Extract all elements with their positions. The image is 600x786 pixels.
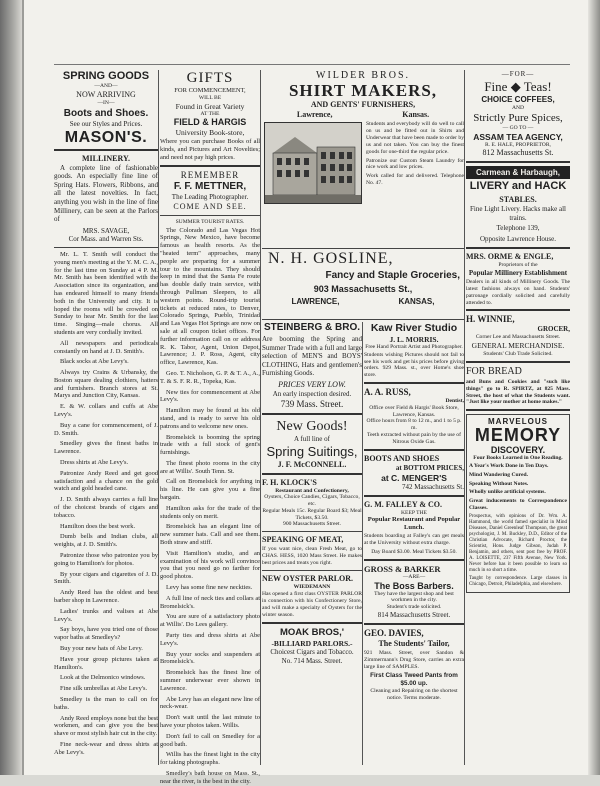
wilder-bros-ad	[262, 70, 464, 246]
local-notice: Andy Reed employs none but the best workmen, and can give you the best shave or most stylish hair cut in the city.	[54, 714, 158, 738]
falley-body: Students boarding at Falley's can get meals at the University without extra charge.	[364, 533, 464, 547]
mettner-remember: REMEMBER	[180, 169, 240, 180]
meat-body: If you want nice, clean Fresh Meat, go to CHAS. HESS, 1020 Mass Street. He makes best prices and treats you right.	[262, 546, 362, 566]
divider	[364, 623, 464, 625]
moak-address: No. 714 Mass. Street.	[281, 656, 343, 665]
local-notice: New ties for commencement at Abe Levy's.	[160, 388, 260, 404]
moak-title: MOAK BROS,'	[279, 626, 344, 638]
local-notice: J. D. Smith always carries a full line of the choicest brands of cigars and tobacco.	[54, 496, 158, 519]
spine-edge	[22, 0, 24, 775]
davies-tailor-ad	[364, 628, 464, 702]
local-notice: Patronize Andy Reed and get good satisfaction and a chance on the gold watch and gold headed cane.	[54, 469, 158, 493]
livery-title: LIVERY and HACK	[469, 180, 567, 193]
local-notice: Fine silk umbrellas at Abe Levy's.	[60, 685, 148, 693]
steinberg-ad	[262, 322, 362, 410]
local-notice: Buy your new hats of Abe Levy.	[60, 645, 143, 652]
boots-at: at BOTTOM PRICES,	[395, 463, 464, 472]
winnie-grocer-ad	[466, 314, 570, 358]
memory-line: Wholly unlike artificial systems.	[469, 489, 546, 496]
local-notice: Buy your socks and suspenders at Bromelsick's.	[160, 650, 260, 666]
orme-body: Dealers in all kinds of Millinery Goods. The latest fashions always on hand. Students' patronage cordially solicited and carefully attended to.	[466, 279, 570, 306]
gross-title: GROSS & BARKER	[364, 563, 441, 574]
tea-store: ASSAM TEA AGENCY,	[473, 131, 563, 142]
wilder-state: Kansas.	[402, 110, 430, 119]
divider	[262, 570, 362, 571]
menger-ad	[364, 454, 464, 492]
mettner-ad	[160, 170, 260, 212]
local-notice: The finest photo rooms in the city are at Willis'. South Tenn. St.	[160, 459, 260, 475]
divider	[364, 382, 464, 384]
mettner-name: F. F. METTNER,	[173, 180, 247, 192]
column-1	[54, 70, 158, 767]
building-icon	[265, 123, 361, 203]
local-notice: Ladies' trunks and valises at Abe Levy's.	[54, 607, 158, 623]
wilder-title: SHIRT MAKERS,	[288, 81, 438, 100]
wilder-body-1: Students and everybody will do well to call on us and be fitted out in Shirts and Underwear that have been made to order by us and not taken. You can buy the finest goods for one-third the regular price.	[366, 121, 465, 155]
gross-address: 814 Massachusetts Street.	[377, 610, 451, 619]
winnie-general-sub: Students' Club Trade Solicited.	[483, 351, 553, 358]
gosline-ad	[262, 248, 464, 320]
column-3	[262, 322, 362, 767]
spring-now-arriving: NOW ARRIVING	[76, 89, 136, 99]
column-2	[160, 70, 260, 785]
local-notice: Bromelsick has the finest line of summer underwear ever shown in Lawrence.	[160, 669, 260, 692]
summer-rates-title: SUMMER TOURIST RATES.	[175, 218, 245, 225]
divider	[364, 495, 464, 497]
orme-engle-ad	[466, 252, 570, 306]
tea-spices: Strictly Pure Spices,	[473, 111, 563, 124]
gifts-will: WILL BE	[198, 94, 222, 101]
memory-body: Prospectus, with opinions of Dr. Wm. A. Hammond, the world famed specialist in Mind Diseases, Daniel Greenleaf Thompson, the great psychologist, J. M. Buckley, D.D., Editor of the Christian Advocate, Richard Proctor, the Scientist, Hons. Judge Gibson, Judah P. Benjamin, and others, sent post free by PROF. A. LOISETTE, 237 Fifth Avenue, New York. Never before has it been possible to learn so much in so short a time.	[469, 513, 567, 573]
livery-ad	[466, 166, 570, 244]
divider	[466, 161, 570, 163]
spring-goods-title: SPRING GOODS	[62, 70, 150, 82]
page-right-edge	[588, 0, 600, 775]
column-5	[466, 70, 570, 767]
bread-body: and Buns and Cookies and "such like things" go to R. SPIRTZ, at 825 Mass. Street, the host of what the Students want. "Just like your mother at home makes."	[466, 378, 570, 406]
memory-discovery-ad	[466, 414, 570, 593]
orme-proprietors: Proprietors of the	[498, 262, 538, 269]
memory-line: Speaking Without Notes.	[469, 480, 529, 487]
memory-line: A Year's Work Done in Ten Days.	[469, 462, 549, 469]
local-notice: Geo. T. Nicholson, G. P. & T. A., A., T. & S. F. R. R., Topeka, Kas.	[160, 369, 260, 385]
orme-sub: Popular Millinery Establishment	[468, 269, 568, 278]
column-4	[364, 322, 464, 767]
divider	[160, 165, 260, 167]
local-notice: Hamilton may be found at his old stand, and is ready to serve his old patrons and to welcome new ones.	[160, 407, 260, 430]
divider	[466, 247, 570, 249]
gifts-store: FIELD & HARGIS	[173, 117, 247, 128]
gifts-ad	[160, 70, 260, 162]
gross-body: They have the largest shop and best workmen in the city.	[374, 590, 454, 604]
header-rule	[54, 64, 570, 65]
spring-in: —IN—	[97, 99, 115, 106]
gosline-title: Fancy and Staple Groceries,	[325, 270, 460, 281]
winnie-sub: GROCER,	[537, 325, 570, 334]
column-rule	[158, 70, 159, 765]
divider	[54, 149, 158, 151]
divider	[466, 409, 570, 411]
gifts-found: Found in Great Variety	[175, 101, 245, 111]
assam-tea-ad	[466, 70, 570, 158]
local-notice: Always try Crains & Urbansky, the Boston square dealing clothiers, hatters and furnishers. Branch stores at St. Marys and Junction City, Kansas.	[54, 369, 158, 400]
gifts-for: FOR COMMENCEMENT,	[174, 87, 246, 94]
kaw-studio-ad	[364, 322, 464, 379]
memory-line: Mind Wandering Cured.	[469, 471, 529, 478]
local-notice: A full line of neck ties and collars at Bromelsick's.	[160, 594, 260, 610]
oyster-name: WIEDEMANN	[293, 583, 331, 590]
local-notice: Have your group pictures taken at Hamilton's.	[54, 655, 158, 671]
local-notice: Bromelsick has an elegant line of new summer hats. Call and see them. Both straw and stiff.	[160, 523, 260, 547]
gosline-state: KANSAS,	[398, 297, 435, 306]
kaw-body: Students wishing Pictures should not fail to see his work and get his prices before giving orders. 929 Mass. st., over Home's shoe store.	[364, 351, 464, 379]
livery-stables: STABLES.	[499, 195, 537, 205]
mettner-sub: The Leading Photographer.	[171, 192, 249, 201]
wilder-name: WILDER BROS.	[316, 70, 410, 81]
oyster-title: NEW OYSTER PARLOR.	[262, 573, 354, 583]
spring-and: —AND—	[94, 83, 118, 89]
local-notice: Bromelsick is booming the spring trade with a full stock of gent's furnishings.	[160, 433, 260, 457]
mcconnell-ad	[262, 418, 362, 470]
mettner-come-see: COME AND SEE.	[173, 201, 247, 211]
memory-line: Great inducements to Correspondence Classes.	[469, 498, 567, 511]
meat-title: SPEAKING OF MEAT,	[262, 535, 344, 545]
spring-goods-ad	[54, 70, 158, 146]
local-notice: Willis has the finest light in the city for taking photographs.	[160, 751, 260, 767]
steinberg-body: Are booming the Spring and Summer Trade with a full and large selection of MEN'S and BOYS' CLOTHING, Hats and gentlemen's Furnishing Goods.	[262, 335, 362, 377]
local-notice: Dumb bells and Indian clubs, all weights, at J. D. Smith's.	[54, 533, 158, 549]
bread-title: FOR BREAD	[466, 365, 522, 377]
local-notice: Levy has some fine new neckties.	[166, 584, 253, 592]
carmean-title: Carmean & Harbaugh,	[466, 166, 570, 179]
boots-address: 742 Massachusetts St.	[401, 482, 464, 491]
tea-for: —FOR—	[501, 70, 535, 78]
local-notice: Don't wait until the last minute to have your photos taken. Willis.	[160, 714, 260, 729]
falley-keep: KEEP THE	[401, 509, 427, 516]
new-goods-sub: A full line of	[294, 434, 330, 443]
summer-rates-notices	[160, 227, 260, 786]
memory-footer: Taught by correspondence. Large classes in Chicago, Detroit, Philadelphia, and elsewhere.	[469, 575, 567, 587]
divider	[262, 413, 362, 415]
local-notice: Smedley's bath house on Mass. St., near the river, is the best in the city.	[160, 769, 260, 785]
divider	[262, 622, 362, 624]
kaw-title: Kaw River Studio	[370, 322, 458, 334]
kaw-name: J. L. MORRIS.	[389, 335, 439, 344]
spirtz-bread-ad	[466, 366, 570, 406]
livery-body: Fine Light Livery. Hacks make all trains.	[470, 205, 566, 223]
tea-and: AND	[511, 105, 525, 111]
winnie-address: Corner Lee and Massachusetts Street.	[475, 334, 561, 341]
boots-title: BOOTS AND SHOES	[364, 453, 440, 463]
local-notice: Party ties and dress shirts at Abe Levy's.	[160, 632, 260, 647]
russ-hours: Office hours from 8 to 12 m., and 1 to 5 p. m.	[366, 418, 462, 432]
gosline-address: 903 Massachusetts St.,	[313, 284, 413, 294]
local-notice: Call on Bromelsick for anything in his line. He can give you a fine bargain.	[160, 478, 260, 502]
moak-sub: -BILLIARD PARLORS.-	[271, 638, 353, 648]
divider	[160, 215, 260, 216]
orme-title: MRS. ORME & ENGLE,	[466, 252, 554, 262]
divider	[364, 449, 464, 451]
local-notice: Fine neck-wear and dress shirts at Abe Levy's.	[54, 740, 158, 756]
russ-title: A. A. RUSS,	[364, 386, 411, 397]
falley-prices: Day Board $3.00. Meal Tickets $3.50.	[371, 548, 457, 555]
russ-teeth: Teeth extracted without pain by the use of Nitrous Oxide Gas.	[367, 431, 461, 445]
millinery-name: MRS. SAVAGE,	[82, 226, 130, 235]
spring-masons: MASON'S.	[64, 128, 148, 146]
memory-lines	[469, 463, 567, 512]
tea-proprietor: R. E. HALE, PROPRIETOR,	[485, 141, 551, 148]
local-notice: Smedley is the man to call on for baths.	[54, 695, 158, 711]
local-notice: The Colorado and Las Vegas Hot Springs, New Mexico, have become famous as health resorts. As the "heated term" approaches, many people are preparing for a summer tour to the mountains. They should keep in mind that the Santa Fe route has double daily train service, with through Pullman Sleepers, to all western points. Round-trip tourist tickets at reduced rates, to Denver, Colorado Springs, Pueblo, Trinidad and Las Vegas Hot Springs are now on sale at all coupon ticket offices. For further information call on or address R. K. Tabor, Agent, Union Depot, Lawrence; J. P. Ross, Agent, city office, Lawrence, Kas.	[160, 226, 260, 367]
gosline-name: N. H. GOSLINE,	[268, 250, 394, 267]
russ-dentist-ad	[364, 387, 464, 446]
memory-discovery: DISCOVERY.	[490, 445, 546, 456]
steinberg-inspect: An early inspection desired.	[272, 389, 352, 398]
wilder-sub: AND GENTS' FURNISHERS,	[310, 100, 416, 109]
local-notice: Visit Hamilton's studio, and an examination of his work will convince you that you need go no farther for good photos.	[160, 549, 260, 581]
wilder-city: Lawrence,	[296, 110, 333, 119]
davies-title: GEO. DAVIES,	[364, 627, 424, 638]
local-notice: E. & W. collars and cuffs at Abe Levy's.	[54, 403, 158, 419]
new-goods-name: J. F. McCONNELL.	[277, 459, 347, 469]
gifts-title: GIFTS	[186, 70, 234, 86]
klock-body: Oysters, Choice Candies, Cigars, Tobacco, etc.	[264, 494, 360, 508]
local-notice: Patronize those who patronize you by going to Hamilton's for photos.	[54, 552, 158, 567]
local-notice: Don't fail to call on Smedley for a good bath.	[160, 732, 260, 748]
tea-go-to: — GO TO —	[502, 124, 534, 131]
local-notice: By your cigars and cigarettes of J. D. Smith.	[54, 570, 158, 586]
wilder-body-3: Work called for and delivered. Telephone No. 47.	[366, 173, 464, 187]
gifts-body: Where you can purchase Books of all kinds, and Pictures and Art Novelties; and need not pay high prices.	[160, 138, 260, 161]
falley-ad	[364, 500, 464, 556]
davies-pants: First Class Tweed Pants from $5.00 up.	[370, 672, 458, 688]
column-rule	[362, 322, 363, 765]
local-notice: Mr. L. T. Smith will conduct the young men's meeting at the Y. M. C. A., for the last time on Sunday at 4 P. M. Mr. Smith has been identified with the Association since its organization, and has endeared himself to many friends both in the University and city. It is hoped the rooms will be crowded on Sunday to hear Mr. Smith for the last time. Singing—male chorus. All students are very cordially invited.	[54, 250, 158, 336]
klock-title: F. H. KLOCK'S	[262, 477, 317, 487]
wilder-building-engraving	[264, 122, 362, 204]
millinery-title: MILLINERY.	[81, 153, 131, 163]
local-notice: Andy Reed has the oldest and best barber shop in Lawrence.	[54, 589, 158, 605]
gosline-city: LAWRENCE,	[291, 297, 340, 306]
memory-title: MEMORY	[474, 425, 562, 446]
divider	[54, 247, 158, 248]
falley-title: G. M. FALLEY & CO.	[364, 499, 442, 509]
local-notice: Dress shirts at Abe Levy's.	[60, 459, 129, 467]
wilder-body-2: Patronize our Custom Steam Laundry for nice work and low prices.	[366, 157, 464, 171]
moak-body: Choicest Cigars and Tobacco.	[270, 647, 354, 656]
russ-address: Office over Field & Hargis' Book Store, Lawrence, Kansas.	[369, 404, 459, 418]
local-notice: Smedley gives the finest baths in Lawrence.	[54, 440, 158, 456]
spring-see-styles: See our Styles and Prices.	[69, 119, 143, 128]
divider	[364, 559, 464, 561]
livery-telephone: Telephone 139,	[496, 224, 540, 233]
winnie-title: H. WINNIE,	[466, 314, 515, 325]
divider	[466, 361, 570, 363]
local-notice: Abe Levy has an elegant new line of neck-wear.	[160, 695, 260, 711]
local-notice: Hamilton does the best work.	[60, 522, 136, 530]
moak-ad	[262, 627, 362, 666]
oyster-body: Has opened a first class OYSTER PARLOR in connection with his Confectionery Store, and will make a specialty of Oysters for the winter season.	[262, 591, 362, 618]
divider	[262, 531, 362, 532]
local-notice: All newspapers and periodicals constantly on hand at J. D. Smith's.	[54, 339, 158, 355]
column-rule	[464, 70, 465, 765]
livery-opposite: Opposite Lawrence House.	[479, 235, 556, 244]
steinberg-prices: PRICES VERY LOW.	[278, 379, 346, 389]
klock-meals: Regular Meals 15c. Regular Board $3; Meal Tickets, $3.50.	[262, 507, 362, 521]
new-goods-item: Spring Suitings,	[266, 443, 358, 459]
gross-are: —ARE—	[402, 573, 426, 580]
boots-name: at C. MENGER'S	[381, 472, 447, 483]
davies-body: 921 Mass. Street, over Sandon & Zimmermann's Drug Store, carries an extra large line of SAMPLES.	[364, 649, 464, 670]
winnie-general: GENERAL MERCHANDISE.	[471, 341, 565, 351]
local-notice: You are sure of a satisfactory photo at Willis'. Do Lees gallery.	[160, 613, 260, 629]
local-notice: Look at the Delmonico windows.	[60, 674, 146, 682]
gross-barker-ad	[364, 564, 464, 620]
klock-address: 900 Massachusetts Street.	[283, 521, 341, 528]
tea-address: 812 Massachusetts St.	[482, 148, 554, 158]
klock-ad	[262, 478, 362, 529]
falley-sub: Popular Restaurant and Popular Lunch.	[367, 516, 461, 532]
davies-sub: The Students' Tailor,	[378, 638, 450, 648]
local-notice: Say boys, have you tried one of those vapor baths at Smedley's?	[54, 626, 158, 642]
millinery-ad	[54, 154, 158, 244]
oyster-parlor-ad	[262, 574, 362, 619]
millinery-body: A complete line of fashionable goods. An especially fine line of Spring Hats. Flowers, Ribbons, and all the latest novelties. In fact, anything you wish in the line of fine Millinery, can be seen at the Parlors of	[54, 163, 158, 224]
divider	[262, 473, 362, 475]
gross-sub: The Boss Barbers.	[374, 580, 454, 591]
local-notice: Hamilton asks for the trade of the students only on merit.	[160, 504, 260, 520]
divider	[466, 309, 570, 311]
column-rule	[260, 70, 261, 765]
memory-marvelous: MARVELOUS	[488, 417, 548, 427]
kaw-sub: Free Hand Portrait Artist and Photographer.	[365, 344, 463, 350]
spring-boots-shoes: Boots and Shoes.	[63, 107, 149, 119]
local-notices	[54, 251, 158, 757]
tea-coffees: CHOICE COFFEES,	[481, 95, 555, 104]
klock-sub: Restaurant and Confectionery,	[275, 487, 349, 494]
russ-sub: Dentist,	[445, 397, 464, 404]
tea-title: Fine ◆ Teas!	[484, 79, 552, 94]
gross-trade: Student's trade solicited.	[386, 604, 442, 611]
gifts-at: AT THE	[200, 110, 220, 117]
hess-meat-ad	[262, 535, 362, 566]
book-spine	[0, 0, 22, 775]
steinberg-address: 739 Mass. Street.	[280, 398, 344, 409]
local-notice: Black socks at Abe Levy's.	[60, 358, 129, 366]
millinery-address: Cor Mass. and Warren Sts.	[68, 235, 144, 244]
gifts-bookstore: University Book-store,	[175, 128, 245, 138]
local-notice: Buy a cane for commencement, of J. D. Smith.	[54, 421, 158, 437]
steinberg-title: STEINBERG & BRO.	[263, 322, 361, 333]
memory-sub: Four Books Learned in One Reading.	[473, 455, 563, 462]
new-goods-title: New Goods!	[276, 418, 348, 434]
davies-clean: Cleaning and Repairing on the shortest notice. Terms moderate.	[370, 688, 458, 702]
